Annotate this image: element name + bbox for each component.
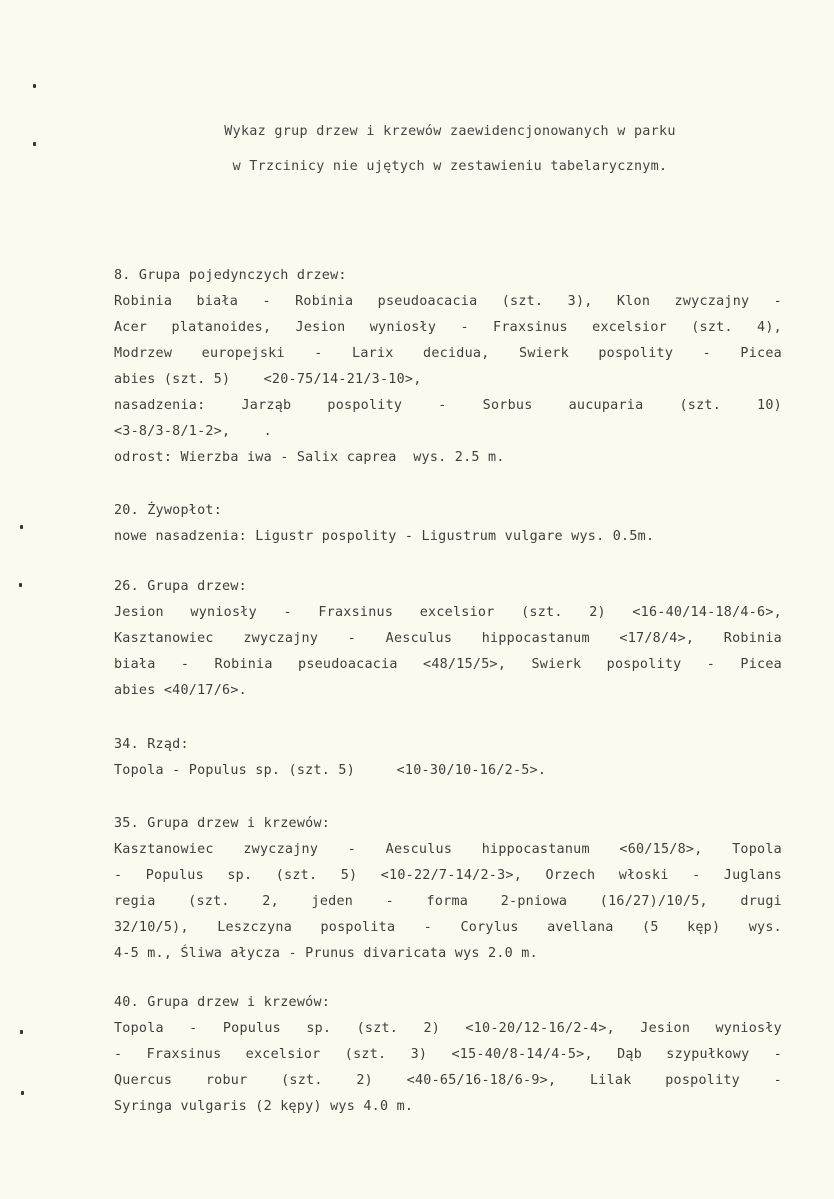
text-line: nasadzenia: Jarząb pospolity - Sorbus aucuparia (szt. 10): [114, 398, 782, 413]
margin-mark: [20, 525, 23, 529]
text-line: - Fraxsinus excelsior (szt. 3) <15-40/8-14/4-5>, Dąb szypułkowy -: [114, 1047, 782, 1062]
margin-mark: [33, 84, 36, 88]
text-line: abies <40/17/6>.: [114, 683, 247, 698]
section-heading-20: 20. Żywopłot:: [114, 503, 223, 518]
margin-mark: [19, 583, 22, 587]
text-line: - Populus sp. (szt. 5) <10-22/7-14/2-3>, Orzech włoski - Juglans: [114, 868, 782, 883]
margin-mark: [21, 1091, 24, 1095]
section-heading-34: 34. Rząd:: [114, 737, 189, 752]
section-heading-8: 8. Grupa pojedynczych drzew:: [114, 268, 347, 283]
margin-mark: [20, 1030, 23, 1034]
section-heading-40: 40. Grupa drzew i krzewów:: [114, 995, 331, 1010]
text-line: 32/10/5), Leszczyna pospolita - Corylus avellana (5 kęp) wys.: [114, 920, 782, 935]
document-title-line-1: Wykaz grup drzew i krzewów zaewidencjonowanych w parku: [224, 124, 676, 139]
text-line: 4-5 m., Śliwa ałycza - Prunus divaricata wys 2.0 m.: [114, 946, 538, 961]
section-heading-35: 35. Grupa drzew i krzewów:: [114, 816, 331, 831]
section-heading-26: 26. Grupa drzew:: [114, 579, 247, 594]
text-line: <3-8/3-8/1-2>, .: [114, 424, 272, 439]
margin-mark: [33, 142, 36, 146]
text-line: Kasztanowiec zwyczajny - Aesculus hippocastanum <60/15/8>, Topola: [114, 842, 782, 857]
text-line: regia (szt. 2, jeden - forma 2-pniowa (16/27)/10/5, drugi: [114, 894, 782, 909]
text-line: Quercus robur (szt. 2) <40-65/16-18/6-9>, Lilak pospolity -: [114, 1073, 782, 1088]
text-line: Syringa vulgaris (2 kępy) wys 4.0 m.: [114, 1099, 414, 1114]
text-line: Robinia biała - Robinia pseudoacacia (szt. 3), Klon zwyczajny -: [114, 294, 782, 309]
text-line: Topola - Populus sp. (szt. 5) <10-30/10-16/2-5>.: [114, 763, 547, 778]
text-line: Kasztanowiec zwyczajny - Aesculus hippocastanum <17/8/4>, Robinia: [114, 631, 782, 646]
text-line: Modrzew europejski - Larix decidua, Świerk pospolity - Picea: [114, 346, 782, 361]
text-line: Topola - Populus sp. (szt. 2) <10-20/12-16/2-4>, Jesion wyniosły: [114, 1021, 782, 1036]
text-line: Acer platanoides, Jesion wyniosły - Fraxsinus excelsior (szt. 4),: [114, 320, 782, 335]
text-line: abies (szt. 5) <20-75/14-21/3-10>,: [114, 372, 422, 387]
text-line: biała - Robinia pseudoacacia <48/15/5>, Świerk pospolity - Picea: [114, 657, 782, 672]
text-line: nowe nasadzenia: Ligustr pospolity - Ligustrum vulgare wys. 0.5m.: [114, 529, 655, 544]
text-line: Jesion wyniosły - Fraxsinus excelsior (szt. 2) <16-40/14-18/4-6>,: [114, 605, 782, 620]
document-title-line-2: w Trzcinicy nie ujętych w zestawieniu tabelarycznym.: [232, 159, 668, 174]
text-line: odrost: Wierzba iwa - Salix caprea wys. 2.5 m.: [114, 450, 505, 465]
